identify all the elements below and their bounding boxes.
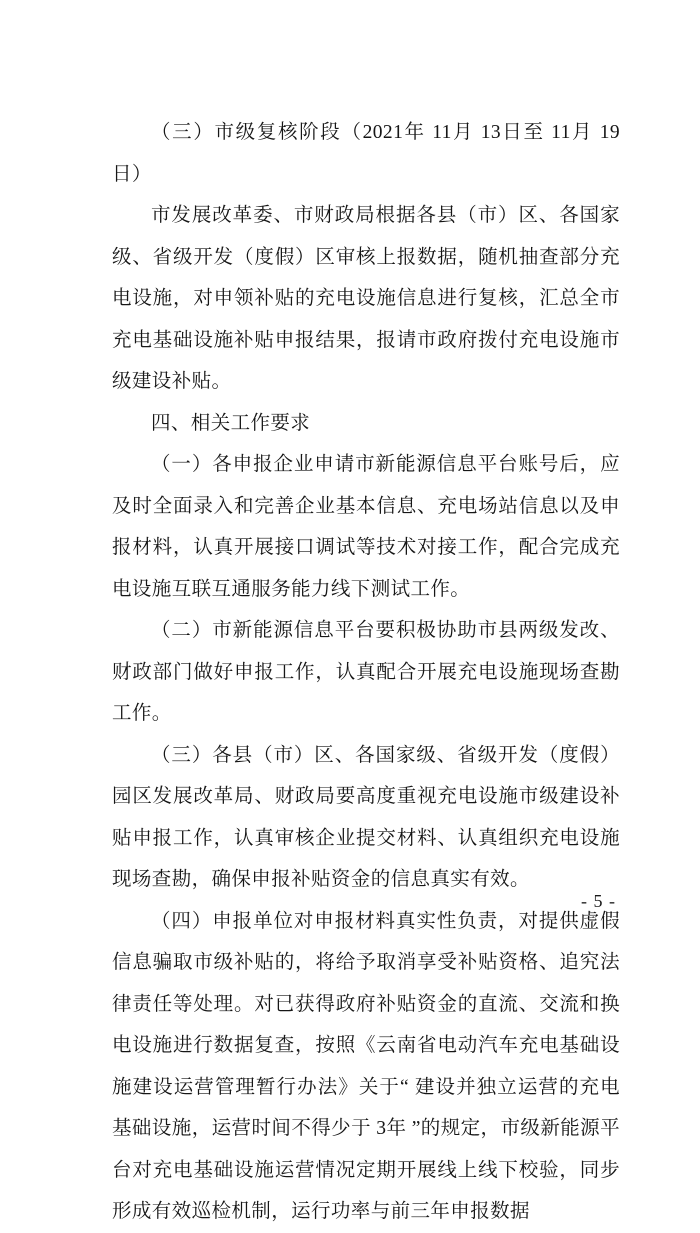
document-body (112, 112, 620, 1233)
paragraph-city-review-stage: （三）市级复核阶段（2021年 11月 13日至 11月 19日） (112, 122, 620, 185)
paragraph-requirement-two: （二）市新能源信息平台要积极协助市县两级发改、财政部门做好申报工作，认真配合开展充电设施现场查勘工作。 (112, 620, 620, 724)
paragraph-requirement-one: （一）各申报企业申请市新能源信息平台账号后，应及时全面录入和完善企业基本信息、充电场站信息以及申报材料，认真开展接口调试等技术对接工作，配合完成充电设施互联互通服务能力线下测试工作。 (112, 454, 620, 600)
paragraph-review-details: 市发展改革委、市财政局根据各县（市）区、各国家级、省级开发（度假）区审核上报数据，随机抽查部分充电设施，对申领补贴的充电设施信息进行复核，汇总全市充电基础设施补贴申报结果，报请市政府拨付充电设施市级建设补贴。 (112, 205, 620, 392)
paragraph-section-heading-four: 四、相关工作要求 (151, 412, 311, 434)
paragraph-requirement-three: （三）各县（市）区、各国家级、省级开发（度假）园区发展改革局、财政局要高度重视充电设施市级建设补贴申报工作，认真审核企业提交材料、认真组织充电设施现场查勘，确保申报补贴资金的信息真实有效。 (112, 744, 620, 890)
paragraph-requirement-four: （四）申报单位对申报材料真实性负责，对提供虚假信息骗取市级补贴的，将给予取消享受补贴资格、追究法律责任等处理。对已获得政府补贴资金的直流、交流和换电设施进行数据复查，按照《云南省电动汽车充电基础设施建设运营管理暂行办法》关于“ 建设并独立运营的充电基础设施，运营时间不得少于 3年 ”的规定，市级新能源平台对充电基础设施运营情况定期开展线上线下校验，同步形成有效巡检机制，运行功率与前三年申报数据 (112, 910, 620, 1222)
page-number: - 5 - (581, 891, 616, 911)
